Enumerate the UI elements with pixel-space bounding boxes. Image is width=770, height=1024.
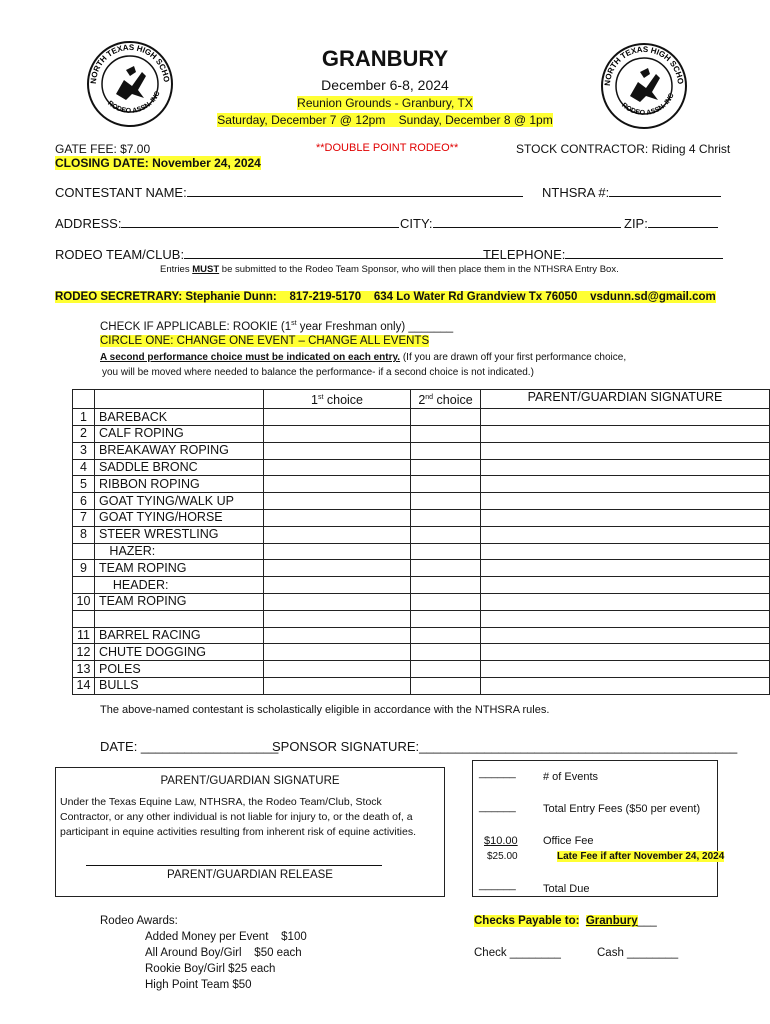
double-point-notice: **DOUBLE POINT RODEO**	[316, 142, 459, 154]
second-choice-cell[interactable]	[411, 459, 481, 476]
second-choice-cell[interactable]	[411, 409, 481, 426]
event-number: 2	[73, 425, 95, 442]
event-number: 1	[73, 409, 95, 426]
event-name: HAZER:	[95, 543, 264, 560]
event-name: CHUTE DOGGING	[95, 644, 264, 661]
second-choice-rest: (If you are drawn off your first performance choice,	[400, 352, 627, 363]
second-choice-cell[interactable]	[411, 560, 481, 577]
first-choice-cell[interactable]	[264, 560, 411, 577]
rodeo-secretary: RODEO SECRETRARY: Stephanie Dunn: 817-219-5170 634 Lo Water Rd Grandview Tx 76050 vsdunn.sd@gmail.com	[55, 291, 716, 303]
event-number: 10	[73, 593, 95, 610]
svg-text:RODEO ASSN. INC.: RODEO ASSN. INC	[620, 92, 676, 117]
late-fee-label: Late Fee if after November 24, 2024	[557, 851, 725, 862]
first-choice-cell[interactable]	[264, 476, 411, 493]
table-row	[73, 644, 770, 661]
second-choice-cell[interactable]	[411, 425, 481, 442]
second-choice-note-2: you will be moved where needed to balance the performance- if a second choice is not indicated.)	[102, 367, 534, 378]
release-text-1: Under the Texas Equine Law, NTHSRA, the Rodeo Team/Club, Stock	[60, 796, 382, 808]
header-name-cell	[95, 390, 264, 409]
event-name: TEAM ROPING	[95, 560, 264, 577]
city-field[interactable]	[400, 216, 621, 231]
times-line	[0, 113, 770, 127]
event-name: GOAT TYING/WALK UP	[95, 493, 264, 510]
signature-cell[interactable]	[481, 476, 770, 493]
release-box	[55, 767, 445, 897]
total-entry-label: Total Entry Fees ($50 per event)	[543, 803, 701, 815]
table-row	[73, 593, 770, 610]
table-row	[73, 425, 770, 442]
second-choice-cell[interactable]	[411, 493, 481, 510]
second-choice-cell[interactable]	[411, 677, 481, 694]
check-option[interactable]: Check ________	[474, 947, 561, 959]
second-choice-cell[interactable]	[411, 543, 481, 560]
first-choice-cell[interactable]	[264, 593, 411, 610]
table-row	[73, 493, 770, 510]
table-row	[73, 661, 770, 678]
checks-payable-to: Granbury	[585, 915, 638, 927]
event-name: TEAM ROPING	[95, 593, 264, 610]
entries-note-post: be submitted to the Rodeo Team Sponsor, who will then place them in the NTHSRA Entry Box.	[219, 264, 619, 275]
svg-text:RODEO ASSN. INC.: RODEO ASSN. INC	[106, 90, 162, 115]
event-number: 12	[73, 644, 95, 661]
event-name	[95, 610, 264, 627]
venue: Reunion Grounds - Granbury, TX	[297, 96, 473, 110]
release-text-2: Contractor, or any other individual is not liable for injury to, or the death of, a	[60, 811, 413, 823]
office-fee-label: Office Fee	[543, 835, 594, 847]
event-number	[73, 610, 95, 627]
closing-date: CLOSING DATE: November 24, 2024	[55, 156, 261, 170]
event-number: 7	[73, 509, 95, 526]
performance-times: Saturday, December 7 @ 12pm Sunday, December 8 @ 1pm	[217, 113, 553, 127]
event-number: 4	[73, 459, 95, 476]
entries-note	[160, 264, 619, 275]
event-number	[73, 577, 95, 594]
award-item: All Around Boy/Girl $50 each	[145, 947, 302, 959]
eligibility-statement: The above-named contestant is scholastically eligible in accordance with the NTHSRA rules.	[100, 704, 550, 716]
signature-cell[interactable]	[481, 425, 770, 442]
circle-one: CIRCLE ONE: CHANGE ONE EVENT – CHANGE ALL EVENTS	[100, 335, 430, 347]
signature-cell[interactable]	[481, 677, 770, 694]
contestant-name-field[interactable]	[55, 185, 523, 200]
cash-option[interactable]: Cash ________	[597, 947, 679, 959]
event-name: STEER WRESTLING	[95, 526, 264, 543]
header-second-choice: 2nd choice	[411, 390, 481, 409]
event-name: RIBBON ROPING	[95, 476, 264, 493]
signature-cell[interactable]	[481, 543, 770, 560]
num-events-blank[interactable]: ______	[479, 767, 516, 779]
event-name: BAREBACK	[95, 409, 264, 426]
award-item: Added Money per Event $100	[145, 931, 307, 943]
event-name: CALF ROPING	[95, 425, 264, 442]
events-table	[72, 389, 770, 695]
table-row	[73, 677, 770, 694]
second-choice-cell[interactable]	[411, 610, 481, 627]
zip-field[interactable]	[624, 216, 718, 231]
late-fee-amount: $25.00	[487, 851, 518, 862]
header-num-cell	[73, 390, 95, 409]
release-label: PARENT/GUARDIAN RELEASE	[167, 869, 333, 881]
event-name: HEADER:	[95, 577, 264, 594]
header-first-choice: 1st choice	[264, 390, 411, 409]
stock-contractor: STOCK CONTRACTOR: Riding 4 Christ	[516, 142, 731, 156]
event-number: 6	[73, 493, 95, 510]
first-choice-cell[interactable]	[264, 610, 411, 627]
first-choice-cell[interactable]	[264, 493, 411, 510]
total-due-label: Total Due	[543, 883, 590, 895]
first-choice-cell[interactable]	[264, 577, 411, 594]
signature-cell[interactable]	[481, 593, 770, 610]
second-choice-cell[interactable]	[411, 476, 481, 493]
rookie-post: year Freshman only) _______	[296, 320, 454, 333]
entries-note-must: MUST	[192, 264, 220, 275]
event-name: BREAKAWAY ROPING	[95, 442, 264, 459]
event-number: 11	[73, 627, 95, 644]
award-item: High Point Team $50	[145, 979, 252, 991]
first-choice-cell[interactable]	[264, 459, 411, 476]
fees-box	[472, 760, 725, 897]
signature-cell[interactable]	[481, 409, 770, 426]
table-row	[73, 509, 770, 526]
rookie-pre: CHECK IF APPLICABLE: ROOKIE (1	[100, 320, 292, 333]
event-name: GOAT TYING/HORSE	[95, 509, 264, 526]
team-field[interactable]	[55, 247, 494, 262]
entries-note-pre: Entries	[160, 264, 193, 275]
second-choice-cell[interactable]	[411, 526, 481, 543]
sponsor-signature-field[interactable]: SPONSOR SIGNATURE:____________________________________________	[272, 739, 738, 754]
telephone-field[interactable]	[483, 247, 723, 262]
table-row	[73, 442, 770, 459]
signature-cell[interactable]	[481, 459, 770, 476]
zip-label: ZIP:	[624, 216, 648, 231]
rookie-sup: st	[291, 320, 297, 327]
table-row	[73, 543, 770, 560]
first-choice-cell[interactable]	[264, 677, 411, 694]
awards-title: Rodeo Awards:	[100, 915, 178, 927]
date-field[interactable]: DATE: ___________________	[100, 739, 279, 754]
signature-cell[interactable]	[481, 560, 770, 577]
event-dates: December 6-8, 2024	[321, 77, 449, 93]
total-due-blank[interactable]: ______	[479, 879, 516, 891]
event-name: SADDLE BRONC	[95, 459, 264, 476]
table-row	[73, 409, 770, 426]
event-number: 5	[73, 476, 95, 493]
first-choice-cell[interactable]	[264, 509, 411, 526]
award-item: Rookie Boy/Girl $25 each	[145, 963, 276, 975]
signature-cell[interactable]	[481, 509, 770, 526]
svg-text:NORTH TEXAS HIGH SCHOOL: NORTH TEXAS HIGH SCHO	[88, 42, 172, 85]
signature-cell[interactable]	[481, 627, 770, 644]
event-number: 8	[73, 526, 95, 543]
release-text-3: participant in equine activities resulting from inherent risk of equine activities.	[60, 826, 417, 838]
event-name: BULLS	[95, 677, 264, 694]
gate-fee: GATE FEE: $7.00	[55, 142, 151, 156]
first-choice-cell[interactable]	[264, 526, 411, 543]
checks-payable: Checks Payable to: Granbury___	[474, 915, 657, 927]
second-choice-cell[interactable]	[411, 509, 481, 526]
second-choice-note	[100, 352, 626, 363]
table-header-row	[73, 390, 770, 409]
table-row	[73, 577, 770, 594]
header-signature: PARENT/GUARDIAN SIGNATURE	[481, 390, 770, 409]
second-choice-bold: A second performance choice must be indicated on each entry.	[100, 352, 401, 363]
table-row	[73, 476, 770, 493]
table-row	[73, 459, 770, 476]
telephone-label: TELEPHONE:	[483, 247, 566, 262]
signature-cell[interactable]	[481, 644, 770, 661]
checks-payable-label: Checks Payable to:	[474, 915, 580, 927]
total-entry-blank[interactable]: ______	[479, 801, 516, 813]
release-signature-line[interactable]	[86, 865, 382, 866]
event-number: 3	[73, 442, 95, 459]
event-number	[73, 543, 95, 560]
address-field[interactable]	[55, 216, 399, 231]
table-row	[73, 526, 770, 543]
page-title: GRANBURY	[321, 46, 449, 71]
second-choice-cell[interactable]	[411, 593, 481, 610]
signature-cell[interactable]	[481, 661, 770, 678]
event-name: POLES	[95, 661, 264, 678]
second-choice-cell[interactable]	[411, 661, 481, 678]
team-label: RODEO TEAM/CLUB:	[55, 247, 185, 262]
table-row	[73, 560, 770, 577]
signature-cell[interactable]	[481, 577, 770, 594]
first-choice-cell[interactable]	[264, 627, 411, 644]
signature-cell[interactable]	[481, 526, 770, 543]
first-choice-cell[interactable]	[264, 644, 411, 661]
contestant-name-label: CONTESTANT NAME:	[55, 185, 187, 200]
first-choice-cell[interactable]	[264, 425, 411, 442]
second-choice-cell[interactable]	[411, 577, 481, 594]
address-label: ADDRESS:	[55, 216, 122, 231]
office-fee-amount: $10.00	[484, 835, 518, 847]
rookie-check[interactable]	[100, 320, 453, 333]
table-row	[73, 610, 770, 627]
second-choice-cell[interactable]	[411, 644, 481, 661]
signature-cell[interactable]	[481, 493, 770, 510]
first-choice-cell[interactable]	[264, 409, 411, 426]
signature-cell[interactable]	[481, 610, 770, 627]
first-choice-cell[interactable]	[264, 661, 411, 678]
city-label: CITY:	[400, 216, 433, 231]
second-choice-cell[interactable]	[411, 442, 481, 459]
first-choice-cell[interactable]	[264, 543, 411, 560]
num-events-label: # of Events	[543, 771, 599, 783]
signature-cell[interactable]	[481, 442, 770, 459]
event-number: 14	[73, 677, 95, 694]
event-number: 9	[73, 560, 95, 577]
venue-line	[0, 96, 770, 110]
event-name: BARREL RACING	[95, 627, 264, 644]
nthsra-label: NTHSRA #:	[542, 185, 610, 200]
second-choice-cell[interactable]	[411, 627, 481, 644]
first-choice-cell[interactable]	[264, 442, 411, 459]
event-number: 13	[73, 661, 95, 678]
release-title: PARENT/GUARDIAN SIGNATURE	[160, 775, 340, 787]
table-row	[73, 627, 770, 644]
nthsra-field[interactable]	[542, 185, 721, 200]
svg-text:NORTH TEXAS HIGH SCHOOL: NORTH TEXAS HIGH SCHO	[602, 44, 686, 87]
